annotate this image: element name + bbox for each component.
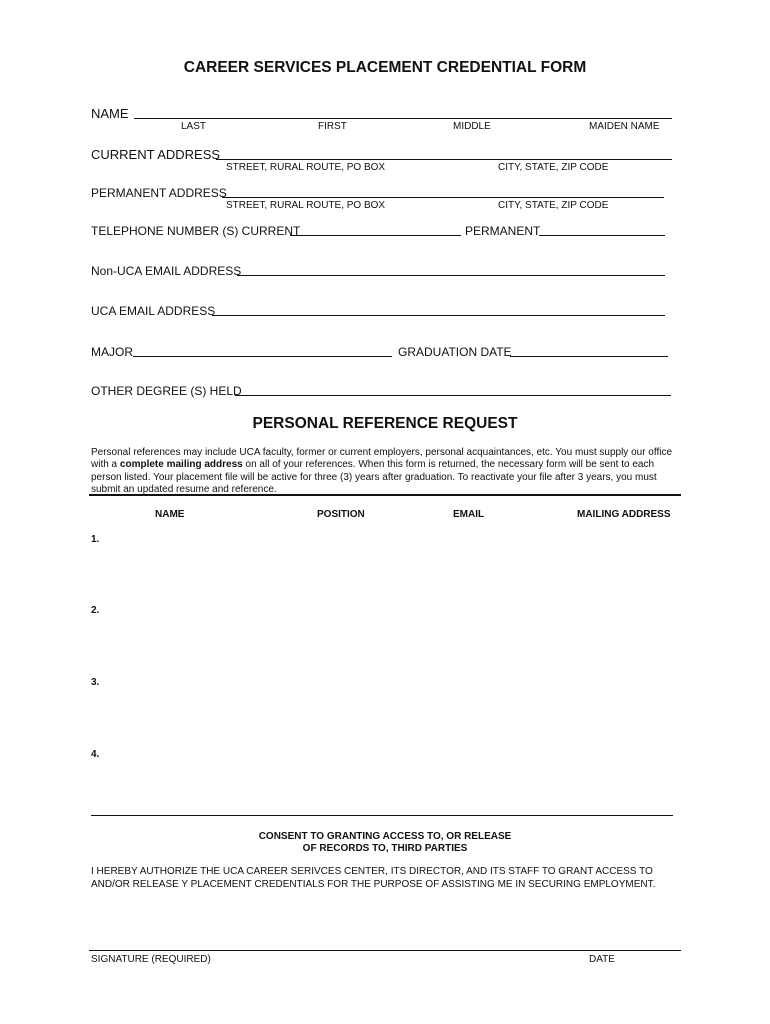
telephone-current-field[interactable]: [290, 235, 461, 236]
non-uca-email-label: Non-UCA EMAIL ADDRESS: [91, 264, 242, 278]
current-address-sub-street: STREET, RURAL ROUTE, PO BOX: [226, 162, 386, 173]
permanent-address-label: PERMANENT ADDRESS: [91, 186, 227, 200]
permanent-address-field[interactable]: [222, 197, 664, 198]
column-header-position: POSITION: [317, 509, 365, 520]
consent-divider: [91, 815, 673, 816]
uca-email-label: UCA EMAIL ADDRESS: [91, 304, 216, 318]
name-sub-maiden: MAIDEN NAME: [589, 121, 660, 132]
current-address-label: CURRENT ADDRESS: [91, 147, 221, 162]
consent-title-line-1: CONSENT TO GRANTING ACCESS TO, OR RELEASE: [258, 831, 512, 842]
signature-label: SIGNATURE (REQUIRED): [91, 954, 211, 965]
telephone-permanent-field[interactable]: [539, 235, 665, 236]
name-sub-last: LAST: [181, 121, 207, 132]
telephone-current-label: TELEPHONE NUMBER (S) CURRENT: [91, 224, 301, 238]
permanent-address-sub-street: STREET, RURAL ROUTE, PO BOX: [226, 200, 386, 211]
consent-body-line-2: AND/OR RELEASE Y PLACEMENT CREDENTIALS FOR THE PURPOSE OF ASSISTING ME IN SECURING EMPLOYMENT.: [91, 879, 656, 890]
name-sub-first: FIRST: [318, 121, 347, 132]
column-header-name: NAME: [155, 509, 185, 520]
graduation-date-field[interactable]: [510, 356, 668, 357]
graduation-date-label: GRADUATION DATE: [398, 345, 512, 359]
permanent-address-sub-city: CITY, STATE, ZIP CODE: [498, 200, 609, 211]
reference-section-title: PERSONAL REFERENCE REQUEST: [252, 415, 518, 432]
reference-instructions: [91, 447, 673, 496]
column-header-email: EMAIL: [453, 509, 485, 520]
signature-field[interactable]: [89, 950, 681, 951]
reference-row-number-1: 1.: [91, 534, 100, 545]
name-sub-middle: MIDDLE: [453, 121, 491, 132]
current-address-field[interactable]: [216, 159, 672, 160]
reference-instructions-part-1: Personal references may include UCA faculty, former or current employers, personal acquaintances, etc. You must supply our office with a: [91, 447, 673, 471]
other-degree-label: OTHER DEGREE (S) HELD: [91, 384, 242, 398]
reference-instructions-part-2: on all of your references. When this form is returned, the necessary form will be sent to each person listed. Your placement file will be active for three (3) years after graduation. To reactivate your file after 3 years, you must submit an updated resume and reference.: [91, 459, 657, 495]
uca-email-field[interactable]: [212, 315, 665, 316]
date-label: DATE: [589, 954, 615, 965]
major-field[interactable]: [133, 356, 392, 357]
consent-title-line-2: OF RECORDS TO, THIRD PARTIES: [302, 843, 468, 854]
reference-row-number-4: 4.: [91, 749, 100, 760]
telephone-permanent-label: PERMANENT: [465, 224, 541, 238]
reference-row-number-3: 3.: [91, 677, 100, 688]
non-uca-email-field[interactable]: [237, 275, 665, 276]
name-label: NAME: [91, 106, 129, 121]
column-header-mailing-address: MAILING ADDRESS: [577, 509, 671, 520]
reference-instructions-bold: complete mailing address: [119, 459, 243, 471]
current-address-sub-city: CITY, STATE, ZIP CODE: [498, 162, 609, 173]
other-degree-field[interactable]: [235, 395, 671, 396]
consent-body-line-1: I HEREBY AUTHORIZE THE UCA CAREER SERIVCES CENTER, ITS DIRECTOR, AND ITS STAFF TO GRANT ACCESS TO: [91, 866, 653, 877]
reference-row-number-2: 2.: [91, 605, 100, 616]
section-divider: [89, 494, 681, 496]
name-field[interactable]: [134, 118, 672, 119]
form-title: CAREER SERVICES PLACEMENT CREDENTIAL FORM: [183, 59, 587, 76]
major-label: MAJOR: [91, 345, 133, 359]
